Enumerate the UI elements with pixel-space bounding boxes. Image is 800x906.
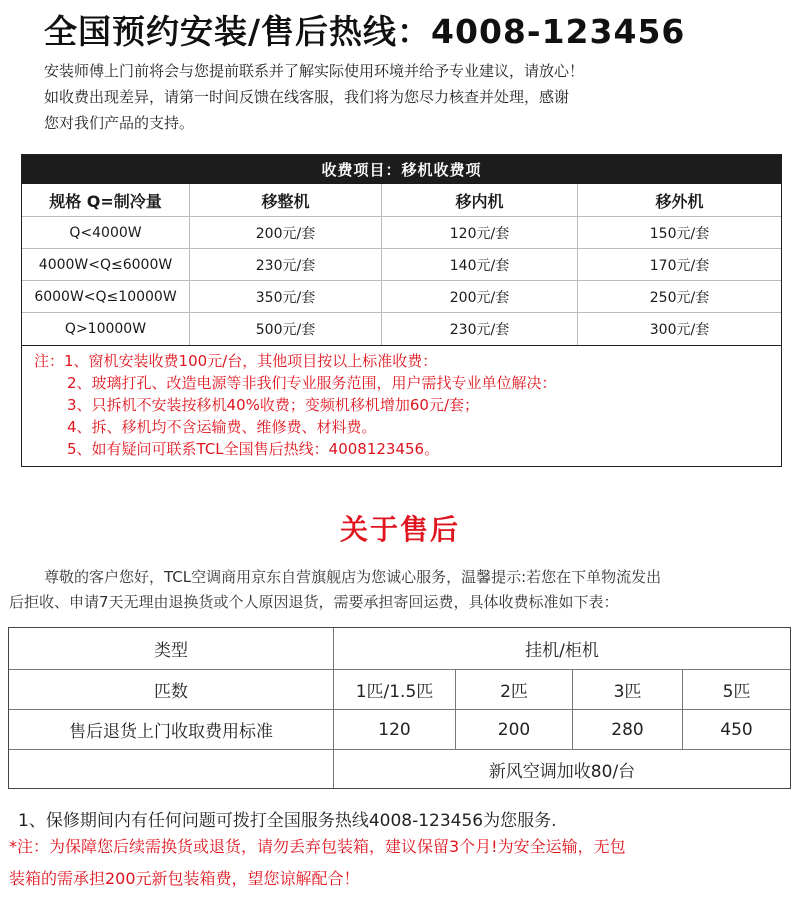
column-header: 移内机 <box>382 184 578 217</box>
table-row <box>22 281 781 313</box>
packaging-note-line-1: *注：为保障您后续需换货或退货，请勿丢弃包装箱，建议保留3个月!为安全运输，无包 <box>9 837 626 856</box>
table-cell: Q<4000W <box>22 217 190 249</box>
table-cell: 200元/套 <box>190 217 382 249</box>
table-row <box>22 313 781 345</box>
table-row <box>22 217 781 249</box>
table-cell: 140元/套 <box>382 249 578 281</box>
service-hotline-line: 1、保修期间内有任何问题可拨打全国服务热线4008-123456为您服务. <box>18 811 557 831</box>
hotline-title: 全国预约安装/售后热线：4008-123456 <box>44 12 686 51</box>
column-header: 规格 Q=制冷量 <box>22 184 190 217</box>
return-fee-table <box>8 627 791 789</box>
table-cell: 170元/套 <box>578 249 781 281</box>
table-cell: 500元/套 <box>190 313 382 345</box>
fee-value-cell: 120 <box>334 710 456 750</box>
fee-table-header-row <box>22 184 781 217</box>
table-cell: 4000W<Q≤6000W <box>22 249 190 281</box>
table-cell: 350元/套 <box>190 281 382 313</box>
type-label-cell: 类型 <box>9 628 334 670</box>
column-header: 移整机 <box>190 184 382 217</box>
fee-value-cell: 200 <box>456 710 573 750</box>
fee-note: 3、只拆机不安装按移机40%收费；变频机移机增加60元/套； <box>67 396 480 414</box>
hp-label-cell: 匹数 <box>9 670 334 710</box>
table-cell: 120元/套 <box>382 217 578 249</box>
fee-table-title: 收费项目：移机收费项 <box>22 155 781 184</box>
relocation-fee-table <box>21 154 782 467</box>
fee-note: 5、如有疑问可联系TCL全国售后热线：4008123456。 <box>67 440 440 458</box>
hp-value-cell: 5匹 <box>683 670 790 710</box>
type-value-cell: 挂机/柜机 <box>334 628 790 670</box>
table-cell: Q>10000W <box>22 313 190 345</box>
intro-line-1: 安装师傅上门前将会与您提前联系并了解实际使用环境并给予专业建议，请放心！ <box>44 62 585 80</box>
hp-value-cell: 2匹 <box>456 670 573 710</box>
table-cell: 300元/套 <box>649 322 710 338</box>
intro-line-2: 如收费出现差异，请第一时间反馈在线客服，我们将为您尽力核查并处理，感谢 <box>44 88 570 106</box>
column-header: 移外机 <box>578 184 781 217</box>
fee-value-cell: 450 <box>683 710 790 750</box>
fee-notes <box>22 345 781 466</box>
table-cell: 230元/套 <box>382 313 578 345</box>
packaging-note-line-2: 装箱的需承担200元新包装箱费，望您谅解配合！ <box>9 869 360 888</box>
hp-value-cell: 3匹 <box>573 670 683 710</box>
table-cell: 200元/套 <box>382 281 578 313</box>
fee-note: 4、拆、移机均不含运输费、维修费、材料费。 <box>67 418 377 436</box>
table-cell: 230元/套 <box>190 249 382 281</box>
hp-value-cell: 1匹/1.5匹 <box>334 670 456 710</box>
after-sales-paragraph-line-1: 尊敬的客户您好，TCL空调商用京东自营旗舰店为您诚心服务，温馨提示:若您在下单物流发出 <box>44 568 662 586</box>
table-cell: 250元/套 <box>578 281 781 313</box>
intro-line-3: 您对我们产品的支持。 <box>44 114 195 132</box>
fee-note: 2、玻璃打孔、改造电源等非我们专业服务范围，用户需找专业单位解决： <box>67 374 557 392</box>
fee-value-cell: 280 <box>573 710 683 750</box>
fee-note: 注：1、窗机安装收费100元/台，其他项目按以上标准收费： <box>34 352 438 370</box>
after-sales-paragraph-line-2: 后拒收、申请7天无理由退换货或个人原因退货，需要承担寄回运费，具体收费标准如下表： <box>9 593 619 611</box>
table-cell: 6000W<Q≤10000W <box>22 281 190 313</box>
fee-label-cell: 售后退货上门收取费用标准 <box>9 710 334 750</box>
empty-cell <box>9 750 334 788</box>
table-row <box>22 249 781 281</box>
extra-charge-cell: 新风空调加收80/台 <box>488 761 636 782</box>
table-cell: 150元/套 <box>578 217 781 249</box>
after-sales-title: 关于售后 <box>339 513 460 546</box>
